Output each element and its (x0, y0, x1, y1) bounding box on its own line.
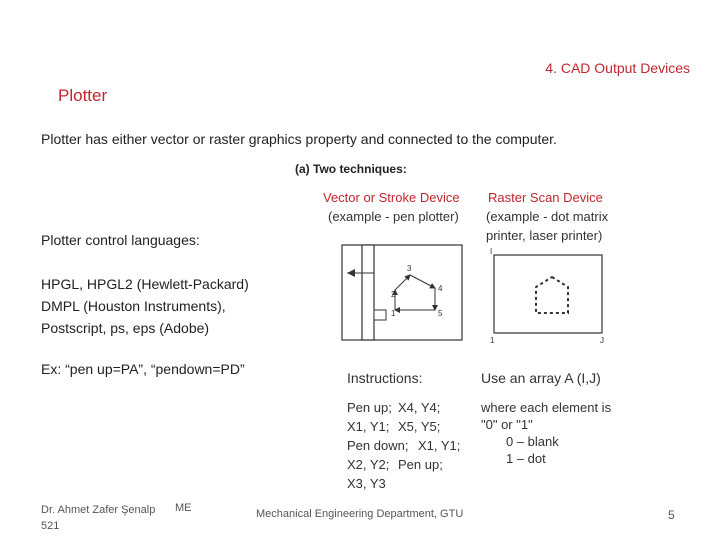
pen-plotter-sketch (342, 245, 462, 340)
vector-instructions-heading: Instructions: (347, 370, 423, 386)
raster-note: "0" or "1" (481, 417, 533, 432)
axis-j-label: J (600, 336, 604, 345)
instruction-left: X2, Y2; (347, 457, 390, 472)
raster-device-subtitle-2: printer, laser printer) (486, 228, 603, 243)
point-label: 4 (438, 284, 443, 293)
vector-device-title: Vector or Stroke Device (323, 190, 460, 205)
raster-note: 1 – dot (506, 451, 546, 466)
raster-device-title: Raster Scan Device (488, 190, 603, 205)
language-item: HPGL, HPGL2 (Hewlett-Packard) (41, 276, 249, 292)
point-label: 1 (391, 309, 396, 318)
languages-list (41, 273, 249, 339)
instruction-right: X1, Y1; (418, 438, 461, 453)
author-name: Dr. Ahmet Zafer Şenalp (41, 504, 156, 516)
instruction-left: X1, Y1; (347, 419, 390, 434)
instruction-left: X3, Y3 (347, 476, 386, 491)
axis-i-label: I (490, 247, 493, 256)
raster-device-subtitle-1: (example - dot matrix (486, 209, 609, 224)
techniques-diagram (290, 155, 620, 495)
author-code: 521 (41, 520, 60, 532)
instruction-left: Pen up; (347, 400, 392, 415)
language-item: Postscript, ps, eps (Adobe) (41, 320, 210, 336)
section-header: 4. CAD Output Devices (545, 60, 690, 76)
raster-grid-sketch (490, 247, 604, 345)
point-label: 5 (438, 309, 443, 318)
slide-title: Plotter (58, 86, 108, 105)
diagram-heading: (a) Two techniques: (295, 162, 407, 176)
raster-note: 0 – blank (506, 434, 559, 449)
vector-device-subtitle: (example - pen plotter) (328, 209, 459, 224)
origin-label: 1 (490, 336, 495, 345)
language-item: DMPL (Houston Instruments), (41, 298, 226, 314)
raster-note: where each element is (481, 400, 612, 415)
page-number: 5 (668, 508, 675, 522)
footer-dept-short: ME (175, 502, 192, 514)
example-text: Ex: “pen up=PA”, “pendown=PD” (41, 361, 245, 377)
intro-text: Plotter has either vector or raster graphics property and connected to the computer. (41, 131, 557, 147)
raster-notes (480, 400, 612, 466)
footer-author (41, 502, 166, 534)
point-label: 2 (391, 290, 396, 299)
vector-instructions (347, 400, 460, 491)
languages-heading: Plotter control languages: (41, 232, 200, 248)
footer-department: Mechanical Engineering Department, GTU (256, 508, 464, 520)
instruction-right: X4, Y4; (398, 400, 441, 415)
instruction-left: Pen down; (347, 438, 409, 453)
point-label: 3 (407, 264, 412, 273)
instruction-right: X5, Y5; (398, 419, 441, 434)
raster-instructions-heading: Use an array A (I,J) (481, 370, 601, 386)
instruction-right: Pen up; (398, 457, 443, 472)
